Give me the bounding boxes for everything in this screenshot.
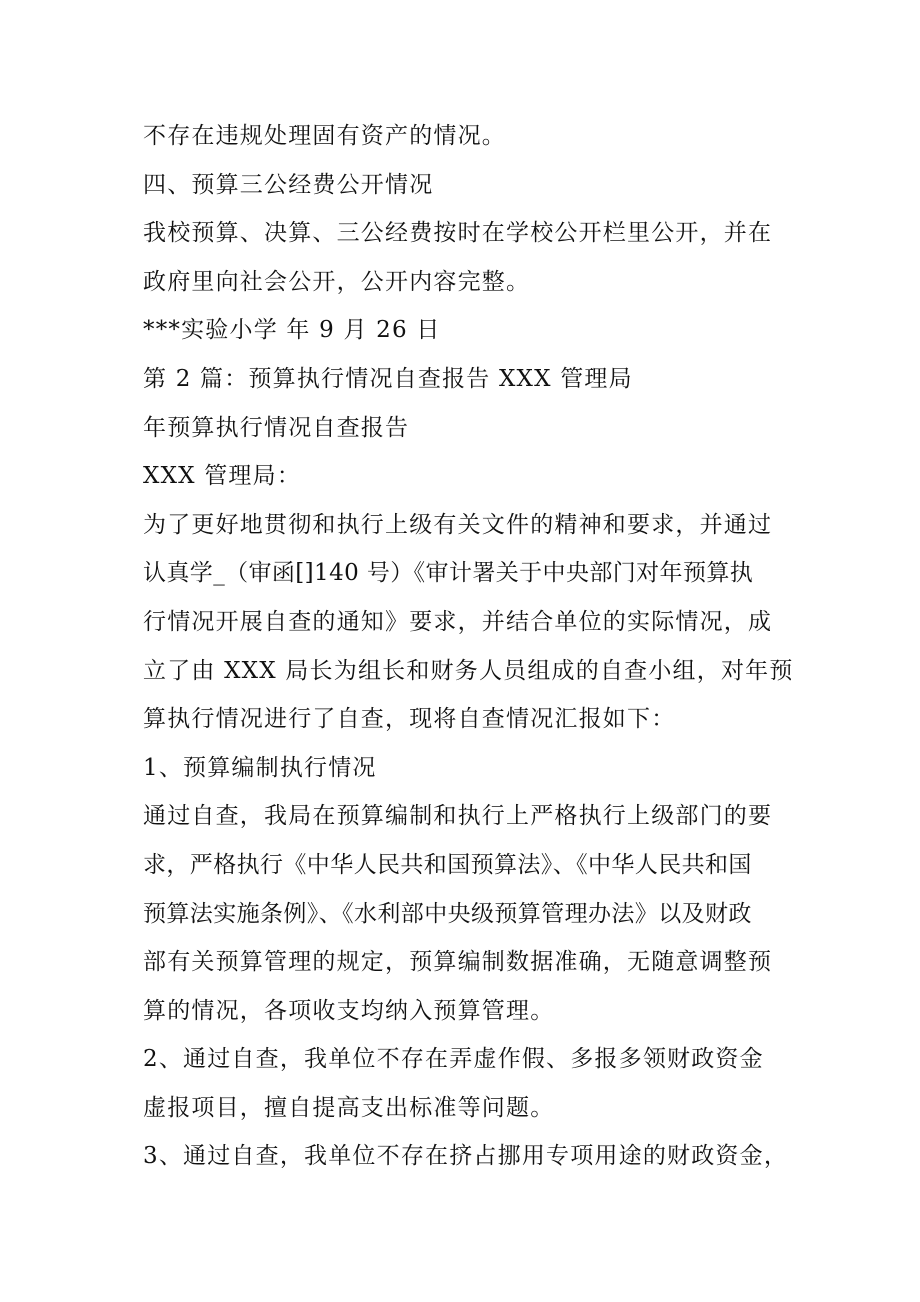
text-line: 政府里向社会公开，公开内容完整。 [143, 268, 531, 295]
section-heading: 四、预算三公经费公开情况 [143, 171, 434, 198]
text-line: 为了更好地贯彻和执行上级有关文件的精神和要求，并通过 [143, 511, 773, 538]
text-line: 预算法实施条例》、《水利部中央级预算管理办法》以及财政 [143, 900, 752, 927]
text-line: 认真学_（审函[]140 号）《审计署关于中央部门对年预算执 [143, 560, 754, 587]
text-line: 行情况开展自查的通知》要求，并结合单位的实际情况，成 [143, 608, 773, 635]
section-heading: 1、预算编制执行情况 [143, 754, 377, 781]
text-line: 算执行情况进行了自查，现将自查情况汇报如下： [143, 706, 676, 733]
addressee-line: XXX 管理局： [143, 463, 302, 490]
document-body [143, 112, 793, 1181]
text-line: 2、通过自查，我单位不存在弄虚作假、多报多领财政资金 [143, 1046, 764, 1073]
report-title: 年预算执行情况自查报告 [143, 414, 410, 441]
text-line: 求，严格执行《中华人民共和国预算法》、《中华人民共和国 [143, 851, 752, 878]
text-line: 3、通过自查，我单位不存在挤占挪用专项用途的财政资金， [143, 1143, 789, 1170]
text-line: 算的情况，各项收支均纳入预算管理。 [143, 997, 555, 1024]
text-line: 虚报项目，擅自提高支出标准等问题。 [143, 1094, 555, 1121]
text-line: 不存在违规处理固有资产的情况。 [143, 123, 506, 149]
text-line: 立了由 XXX 局长为组长和财务人员组成的自查小组，对年预 [143, 657, 794, 684]
text-line: 部有关预算管理的规定，预算编制数据准确，无随意调整预 [143, 949, 773, 976]
text-line: 我校预算、决算、三公经费按时在学校公开栏里公开，并在 [143, 220, 773, 247]
article-title: 第 2 篇：预算执行情况自查报告 XXX 管理局 [143, 365, 633, 392]
text-line: 通过自查，我局在预算编制和执行上严格执行上级部门的要 [143, 803, 773, 830]
signature-date-line: ***实验小学 年 9 月 26 日 [143, 317, 441, 344]
